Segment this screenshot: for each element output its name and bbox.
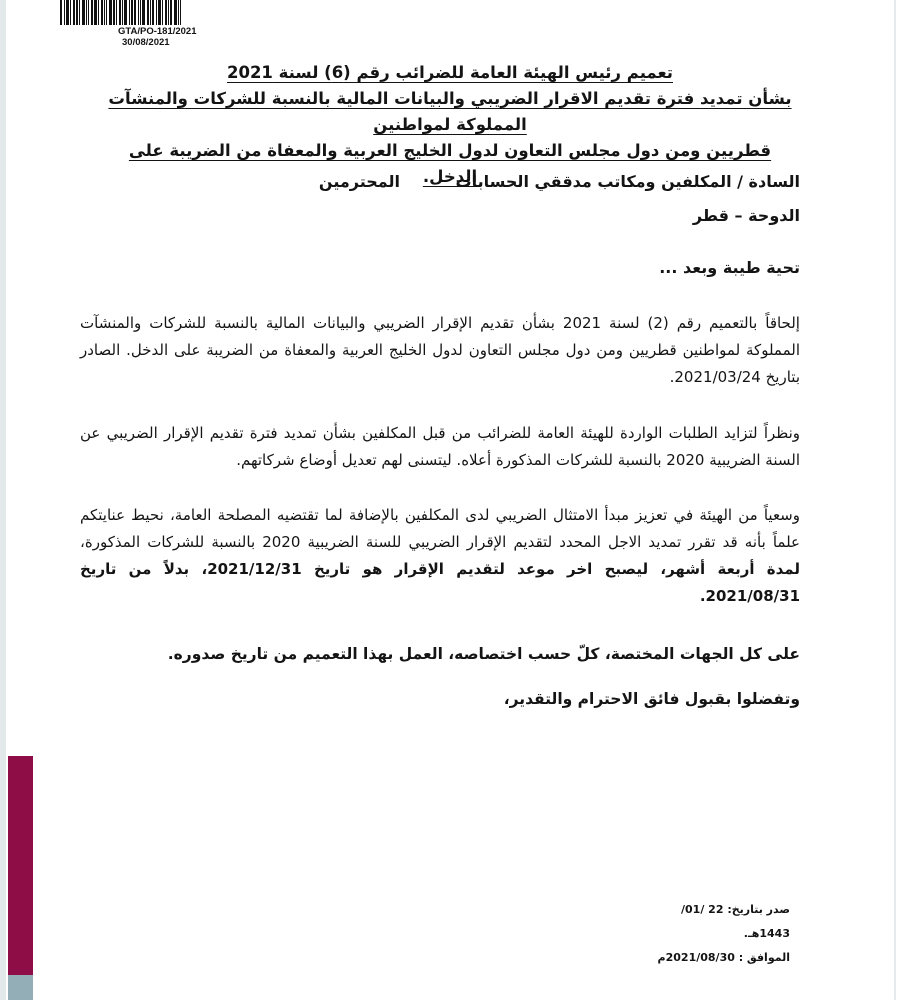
barcode-stripe: [116, 0, 117, 25]
paragraph-2: ونظراً لتزايد الطلبات الواردة للهيئة العامة للضرائب من قبل المكلفين بشأن تمديد فترة تقديم الإقرار الضريبي عن السنة الضريبية 2020 بالنسبة للشركات المذكورة أعلاه. ليتسنى لهم تعديل أوضاع شركاتهم.: [80, 424, 800, 469]
barcode-stripe: [129, 0, 130, 25]
barcode-stripe: [170, 0, 172, 25]
greeting: تحية طيبة وبعد ...: [659, 258, 800, 277]
addressee-to: السادة / المكلفين ومكاتب مدققي الحسابات: [455, 172, 800, 191]
barcode-stripe: [76, 0, 78, 25]
reference-date: 30/08/2021: [122, 37, 170, 48]
paragraph-3: [80, 502, 800, 610]
reference-number: GTA/PO-181/2021: [118, 26, 197, 37]
decorative-bar-grey: [8, 975, 33, 1000]
barcode: [60, 0, 200, 25]
barcode-stripe: [122, 0, 123, 25]
barcode-stripe: [101, 0, 103, 25]
barcode-stripe: [119, 0, 121, 25]
paragraph-1: إلحاقاً بالتعميم رقم (2) لسنة 2021 بشأن تقديم الإقرار الضريبي والبيانات المالية بالنسبة للشركات والمنشآت المملوكة لمواطنين قطريين ومن دول مجلس التعاون لدول الخليج العربية والمعفاة من الضريبة على الدخل. الصادر بتاريخ 2021/03/24.: [80, 314, 800, 386]
barcode-stripe: [104, 0, 105, 25]
title-line-3: قطريين ومن دول مجلس التعاون لدول الخليج العربية والمعفاة من الضريبة على الدخل.: [128, 141, 772, 186]
barcode-stripe: [109, 0, 112, 25]
barcode-stripe: [138, 0, 139, 25]
barcode-stripe: [73, 0, 75, 25]
barcode-stripe: [60, 0, 62, 25]
barcode-stripe: [142, 0, 145, 25]
title-line-2: بشأن تمديد فترة تقديم الاقرار الضريبي والبيانات المالية بالنسبة للشركات والمنشآت المملوكة لمواطنين: [108, 89, 792, 134]
page-edge-right: [894, 0, 896, 1000]
issue-date-block: [640, 898, 790, 970]
paragraph-3-text: وسعياً من الهيئة في تعزيز مبدأ الامتثال الضريبي لدى المكلفين بالإضافة لما تقتضيه المصلحة العامة، نحيط عنايتكم علماً بأنه قد تقرر تمديد الاجل المحدد لتقديم الإقرار الضريبي للسنة الضريبية 2020 بالنسبة للشركات المذكورة،: [80, 506, 800, 551]
barcode-stripe: [131, 0, 133, 25]
barcode-stripe: [165, 0, 167, 25]
decorative-bar-maroon: [8, 756, 33, 975]
barcode-stripe: [124, 0, 127, 25]
barcode-stripe: [168, 0, 169, 25]
barcode-stripe: [152, 0, 154, 25]
barcode-stripe: [91, 0, 93, 25]
reference-block: [118, 26, 197, 48]
barcode-stripe: [134, 0, 136, 25]
paragraph-3-deadline: لمدة أربعة أشهر، ليصبح اخر موعد لتقديم الإقرار هو تاريخ 2021/12/31، بدلاً من تاريخ 2021/08/31.: [80, 560, 800, 605]
barcode-stripe: [180, 0, 181, 25]
addressee-honorific: المحترمين: [318, 172, 400, 191]
closing-instruction: على كل الجهات المختصة، كلّ حسب اختصاصه، العمل بهذا التعميم من تاريخ صدوره.: [167, 645, 800, 663]
issue-date-hijri: صدر بتاريخ: 22 /01/ 1443هـ.: [680, 903, 790, 940]
barcode-stripe: [88, 0, 89, 25]
addressee-location: الدوحة – قطر: [692, 206, 800, 225]
page-edge-left: [0, 0, 6, 1000]
barcode-stripe: [113, 0, 115, 25]
barcode-stripe: [174, 0, 177, 25]
barcode-stripe: [98, 0, 99, 25]
barcode-stripe: [82, 0, 85, 25]
barcode-stripe: [140, 0, 141, 25]
barcode-stripe: [79, 0, 80, 25]
barcode-stripe: [158, 0, 161, 25]
barcode-stripe: [94, 0, 97, 25]
closing-regards: وتفضلوا بقبول فائق الاحترام والتقدير،: [503, 690, 800, 708]
barcode-stripe: [86, 0, 87, 25]
barcode-stripe: [150, 0, 151, 25]
barcode-stripe: [156, 0, 157, 25]
barcode-stripe: [66, 0, 69, 25]
barcode-stripe: [162, 0, 163, 25]
barcode-stripe: [147, 0, 149, 25]
barcode-stripe: [178, 0, 179, 25]
addressee-block: [80, 165, 800, 233]
barcode-stripe: [106, 0, 107, 25]
title-line-1: تعميم رئيس الهيئة العامة للضرائب رقم (6) لسنة 2021: [226, 63, 673, 82]
issue-date-gregorian: الموافق : 2021/08/30م: [657, 951, 790, 964]
barcode-stripe: [70, 0, 71, 25]
barcode-stripe: [64, 0, 65, 25]
